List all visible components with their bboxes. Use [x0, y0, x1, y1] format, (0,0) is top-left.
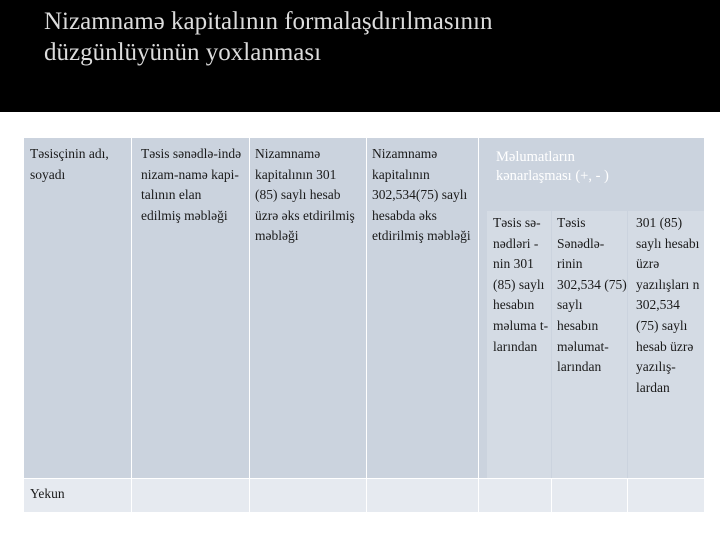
data-table: [24, 138, 704, 512]
footer-cell-account-302: [367, 479, 478, 512]
footer-cell-vs-302: [552, 479, 627, 512]
header-cell-founder-name: [24, 138, 131, 478]
header-account-302-text: Nizamnamə kapitalının 302,534(75) saylı hesabda əks etdirilmiş məbləği: [372, 146, 471, 244]
footer-cell-account-301: [250, 479, 366, 512]
header-cell-declared-amount: [132, 138, 249, 478]
header-account-301-text: Nizamnamə kapitalının 301 (85) saylı hesab üzrə əks etdirilmiş məbləği: [255, 146, 355, 244]
sub-cell-301-vs-302: [628, 211, 704, 478]
footer-cell-vs-301: [479, 479, 551, 512]
header-founder-name-text: Təsisçinin adı, soyadı: [30, 146, 109, 182]
footer-cell-label: [24, 479, 131, 512]
sub-301-vs-302-text: 301 (85) saylı hesabı üzrə yazılışları n 302,534 (75) saylı hesab üzrə yazılış-lardan: [636, 215, 700, 395]
slide-title-line-1: Nizamnamə kapitalının formalaşdırılmasının: [44, 8, 493, 35]
header-declared-amount-text: Təsis sənədlə-ində nizam-namə kapi-talının elan edilmiş məbləği: [141, 146, 242, 223]
footer-label-text: Yekun: [30, 486, 65, 501]
sub-vs-302-text: Təsis Sənədlə-rinin 302,534 (75) saylı hesabın məlumat-larından: [557, 215, 627, 375]
header-cell-deviation: [479, 138, 704, 478]
title-bar: [0, 0, 720, 112]
sub-cell-vs-302: [552, 211, 627, 478]
header-cell-account-302: [367, 138, 478, 478]
slide-title-line-2: düzgünlüyünün yoxlanması: [44, 39, 322, 66]
header-cell-account-301: [250, 138, 366, 478]
slide-title: [44, 6, 704, 68]
footer-cell-declared-amount: [132, 479, 249, 512]
footer-cell-301-vs-302: [628, 479, 704, 512]
header-deviation-text: Məlumatların kənarlaşması (+, - ): [496, 149, 609, 184]
sub-vs-301-text: Təsis sə-nədləri -nin 301 (85) saylı hesabın məluma t-larından: [493, 215, 549, 354]
sub-cell-vs-301: [487, 211, 551, 478]
